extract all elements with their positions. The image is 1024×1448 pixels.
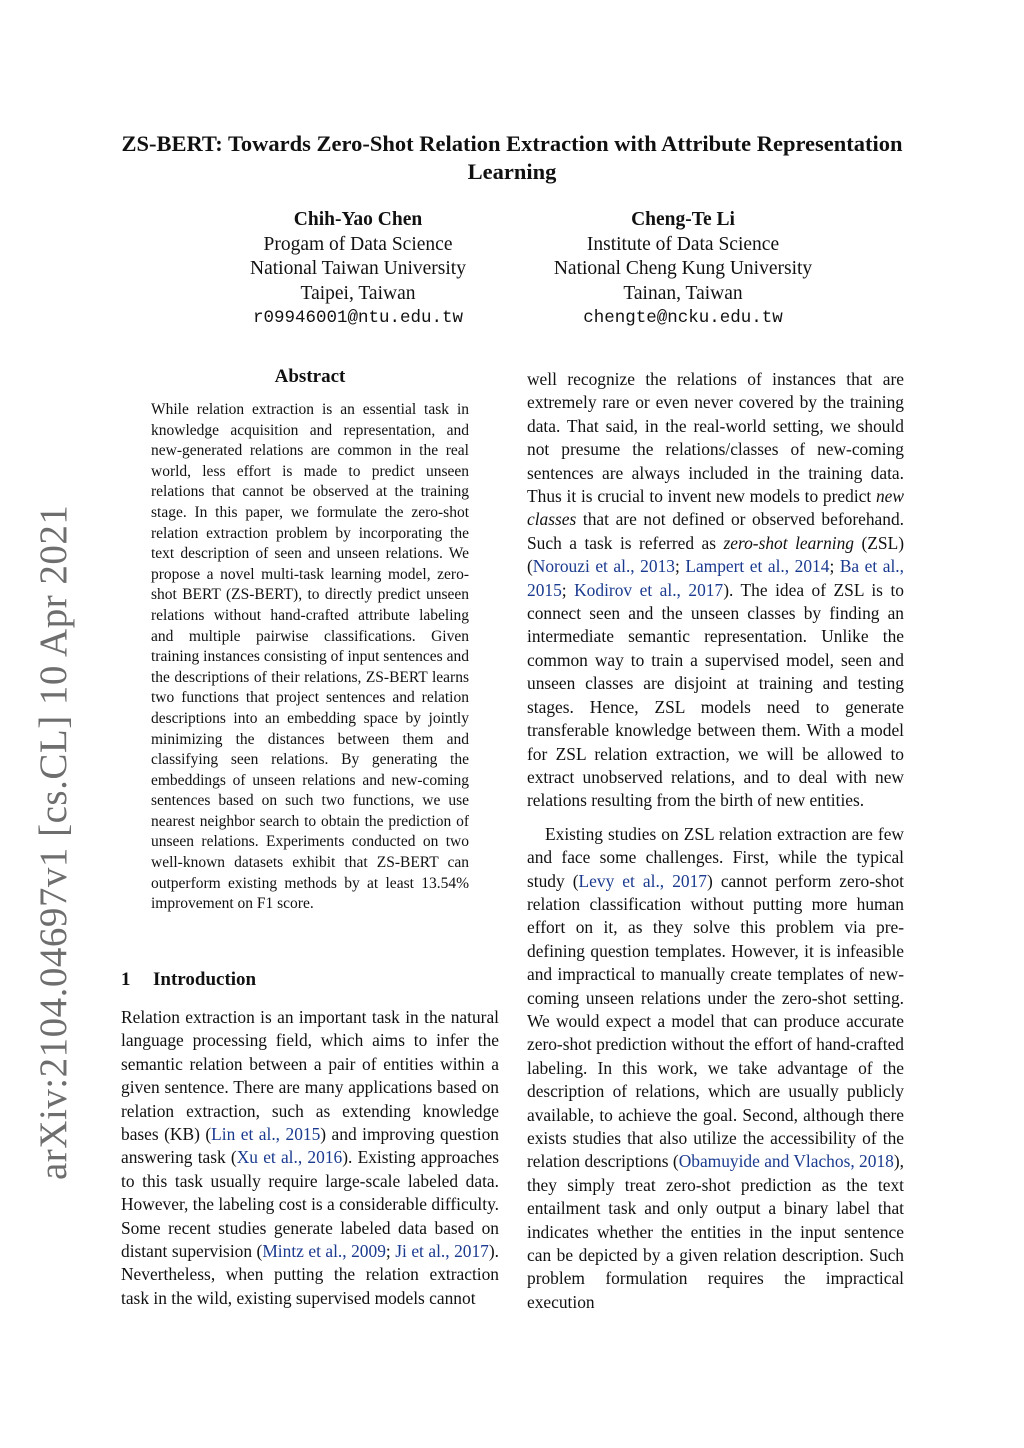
text-run: ; [674, 556, 686, 577]
text-run: ). Existing approaches to this task usually require large-scale labeled data. However, the labeling cost is a considerable difficulty. Some recent studies generate labeled data based on distant supervision ( [121, 1147, 499, 1262]
text-run: ; [385, 1241, 396, 1262]
text-run: ), they simply treat zero-shot prediction as the text entailment task and only output a binary label that indicates whether the entities in the input sentence can be depicted by a given relation description. Such problem formulation requires the impractical execution [527, 1151, 904, 1312]
text-run: Relation extraction is an important task in the natural language processing field, which aims to infer the semantic relation between a pair of entities within a given sentence. There are many applications based on relation extraction, such as extending knowledge bases (KB) ( [121, 1007, 499, 1145]
author-university: National Cheng Kung University [553, 258, 813, 279]
emphasis: new classes [527, 486, 904, 530]
author-city: Tainan, Taiwan [623, 282, 743, 304]
paragraph [121, 1006, 499, 1310]
paragraph [527, 823, 904, 1315]
section-number: 1 [121, 969, 131, 990]
author-name: Cheng-Te Li [631, 209, 735, 230]
author-block-1 [188, 208, 528, 331]
abstract-text: While relation extraction is an essential task in knowledge acquisition and representation, and new-generated relations are common in the real world, less effort is made to predict unseen relations that cannot be observed at the training stage. In this paper, we formulate the zero-shot relation extraction problem by incorporating the text description of seen and unseen relations. We propose a novel multi-task learning model, zero-shot BERT (ZS-BERT), to directly predict unseen relations without hand-crafted attribute labeling and multiple pairwise classifications. Given training instances consisting of input sentences and the descriptions of their relations, ZS-BERT learns two functions that project sentences and relation descriptions into an embedding space by jointly minimizing the distances between them and classifying seen relations. By generating the embeddings of unseen relations and new-coming sentences based on such two functions, we use nearest neighbor search to obtain the prediction of unseen relations. Experiments conducted on two well-known datasets exhibit that ZS-BERT can outperform existing methods by at least 13.54% improvement on F1 score. [151, 401, 469, 913]
paper-title: ZS-BERT: Towards Zero-Shot Relation Extraction with Attribute Representation Learning [121, 131, 903, 184]
arxiv-identifier: arXiv:2104.04697v1 [cs.CL] 10 Apr 2021 [32, 504, 75, 1180]
citation-link[interactable]: Obamuyide and Vlachos, 2018 [678, 1151, 894, 1172]
citation-link[interactable]: Xu et al., 2016 [236, 1147, 343, 1168]
author-block-2 [513, 208, 853, 331]
abstract-heading: Abstract [274, 366, 346, 387]
author-university: National Taiwan University [250, 258, 466, 279]
text-run: ) and improving question answering task ( [121, 1124, 499, 1168]
intro-left-column [121, 1006, 499, 1310]
author-email[interactable]: r09946001@ntu.edu.tw [252, 308, 464, 328]
author-department: Institute of Data Science [586, 233, 780, 255]
citation-link[interactable]: Ba et al., 2015 [527, 556, 904, 600]
text-run: well recognize the relations of instances that are extremely rare or even never covered by the training data. That said, in the real-world setting, we should not presume the relations/classes of new-coming sentences are always included in the training data. Thus it is crucial to invent new models to predict [527, 369, 904, 507]
section-heading-introduction [121, 969, 256, 991]
author-email[interactable]: chengte@ncku.edu.tw [583, 308, 783, 328]
author-name: Chih-Yao Chen [293, 209, 423, 230]
text-run: (ZSL) ( [527, 532, 904, 577]
citation-link[interactable]: Levy et al., 2017 [578, 870, 707, 891]
paragraph [527, 368, 904, 813]
section-title: Introduction [153, 969, 257, 990]
intro-right-column [527, 368, 904, 1314]
citation-link[interactable]: Ji et al., 2017 [395, 1241, 489, 1262]
author-city: Taipei, Taiwan [300, 282, 416, 304]
emphasis: zero-shot learning [723, 532, 854, 553]
citation-link[interactable]: Norouzi et al., 2013 [532, 556, 675, 577]
text-run: ). The idea of ZSL is to connect seen and the unseen classes by finding an intermediate semantic representation. Unlike the common way to train a supervised model, seen and unseen classes are disjoint at training and testing stages. Hence, ZSL models need to generate transferable knowledge between them. With a model for ZSL relation extraction, we will be allowed to extract unobserved relations, and to deal with new relations resulting from the birth of new entities. [527, 579, 904, 811]
text-run: ) cannot perform zero-shot relation classification without putting more human effort on it, as they solve this problem via pre-defining question templates. However, it is infeasible and impractical to manually create templates of new-coming unseen relations under the zero-shot setting. We would expect a model that can produce accurate zero-shot prediction without the effort of hand-crafted labeling. In this work, we take advantage of the description of relations, which are usually publicly available, to achieve the goal. Second, although there exists studies that also utilize the accessibility of the relation descriptions ( [527, 870, 905, 1172]
text-run: ). Nevertheless, when putting the relation extraction task in the wild, existing supervised models cannot [121, 1241, 500, 1308]
citation-link[interactable]: Lampert et al., 2014 [685, 556, 830, 577]
citation-link[interactable]: Lin et al., 2015 [211, 1124, 321, 1145]
text-run: Existing studies on ZSL relation extraction are few and face some challenges. First, while the typical study ( [527, 823, 904, 891]
text-run: ; [829, 556, 840, 577]
citation-link[interactable]: Kodirov et al., 2017 [574, 579, 724, 600]
citation-link[interactable]: Mintz et al., 2009 [262, 1241, 386, 1262]
text-run: that are not defined or observed beforehand. Such a task is referred as [527, 509, 904, 553]
author-department: Progam of Data Science [263, 233, 453, 255]
text-run: ; [561, 579, 575, 600]
